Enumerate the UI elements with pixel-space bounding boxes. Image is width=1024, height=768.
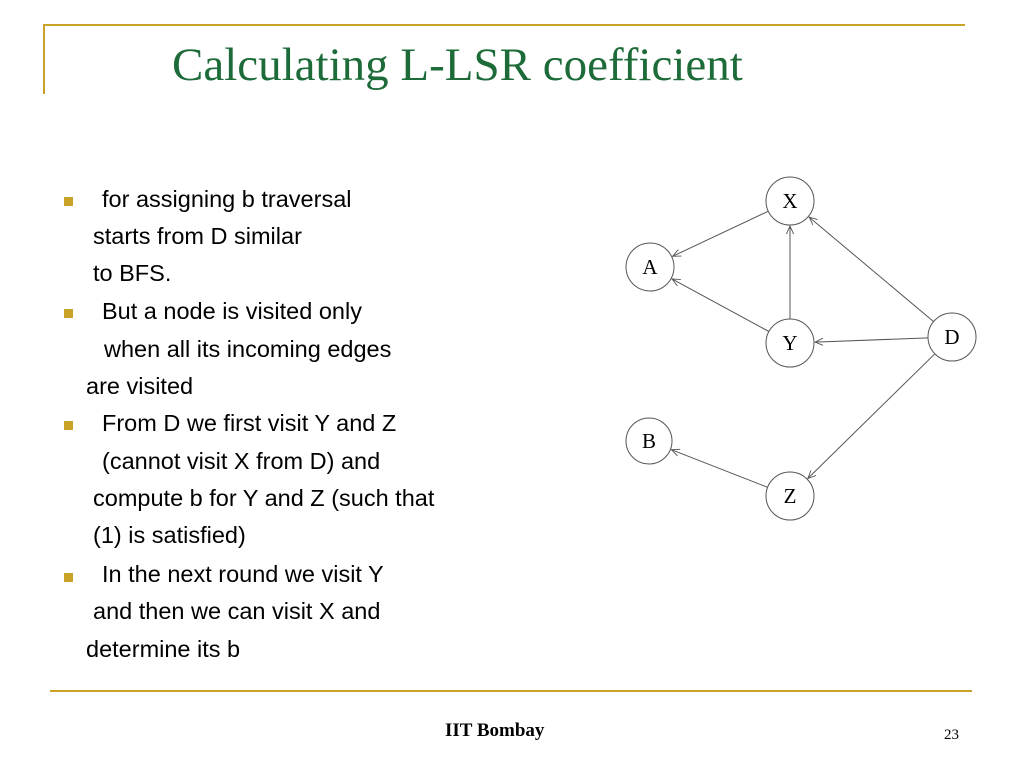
bullet-2-line-1: But a node is visited only — [102, 298, 362, 324]
node-label: Y — [782, 331, 798, 355]
edge-d-to-z — [808, 354, 935, 479]
bullet-marker — [64, 421, 73, 430]
edge-d-to-y — [815, 338, 928, 342]
bullet-4-line-2: and then we can visit X and — [93, 598, 381, 624]
node-label: Z — [783, 484, 797, 508]
node-label: A — [642, 255, 658, 279]
bullet-2-line-2: when all its incoming edges — [104, 336, 392, 362]
bullet-marker — [64, 309, 73, 318]
bullet-2-line-3: are visited — [86, 373, 194, 399]
directed-graph-diagram — [600, 160, 1000, 530]
page-number: 23 — [944, 727, 959, 743]
bullet-marker — [64, 197, 73, 206]
node-b — [626, 418, 672, 464]
bullet-4-line-3: determine its b — [86, 636, 241, 662]
bullet-3-line-1: From D we first visit Y and Z — [102, 410, 397, 436]
footer-rule — [50, 690, 972, 692]
bullet-marker — [64, 573, 73, 582]
bullet-4-line-1: In the next round we visit Y — [102, 561, 384, 587]
bullet-1-line-3: to BFS. — [93, 260, 172, 286]
bullet-3-line-3: compute b for Y and Z (such that — [93, 485, 435, 511]
bullet-3-line-4: (1) is satisfied) — [93, 522, 246, 548]
node-a — [626, 243, 674, 291]
bullet-3-line-2: (cannot visit X from D) and — [102, 448, 381, 474]
node-x — [766, 177, 814, 225]
slide-title: Calculating L-LSR coefficient — [172, 39, 743, 91]
node-label: X — [782, 189, 798, 213]
edge-z-to-b — [671, 450, 767, 488]
edge-y-to-a — [672, 279, 769, 332]
node-d — [928, 313, 976, 361]
node-z — [766, 472, 814, 520]
edge-d-to-x — [809, 217, 934, 322]
bullet-1-line-2: starts from D similar — [93, 223, 302, 249]
node-label: D — [944, 325, 960, 349]
bullet-1-line-1: for assigning b traversal — [102, 186, 352, 212]
edge-x-to-a — [673, 211, 769, 256]
node-label: B — [641, 429, 657, 453]
node-y — [766, 319, 814, 367]
footer-organization: IIT Bombay — [445, 720, 545, 741]
